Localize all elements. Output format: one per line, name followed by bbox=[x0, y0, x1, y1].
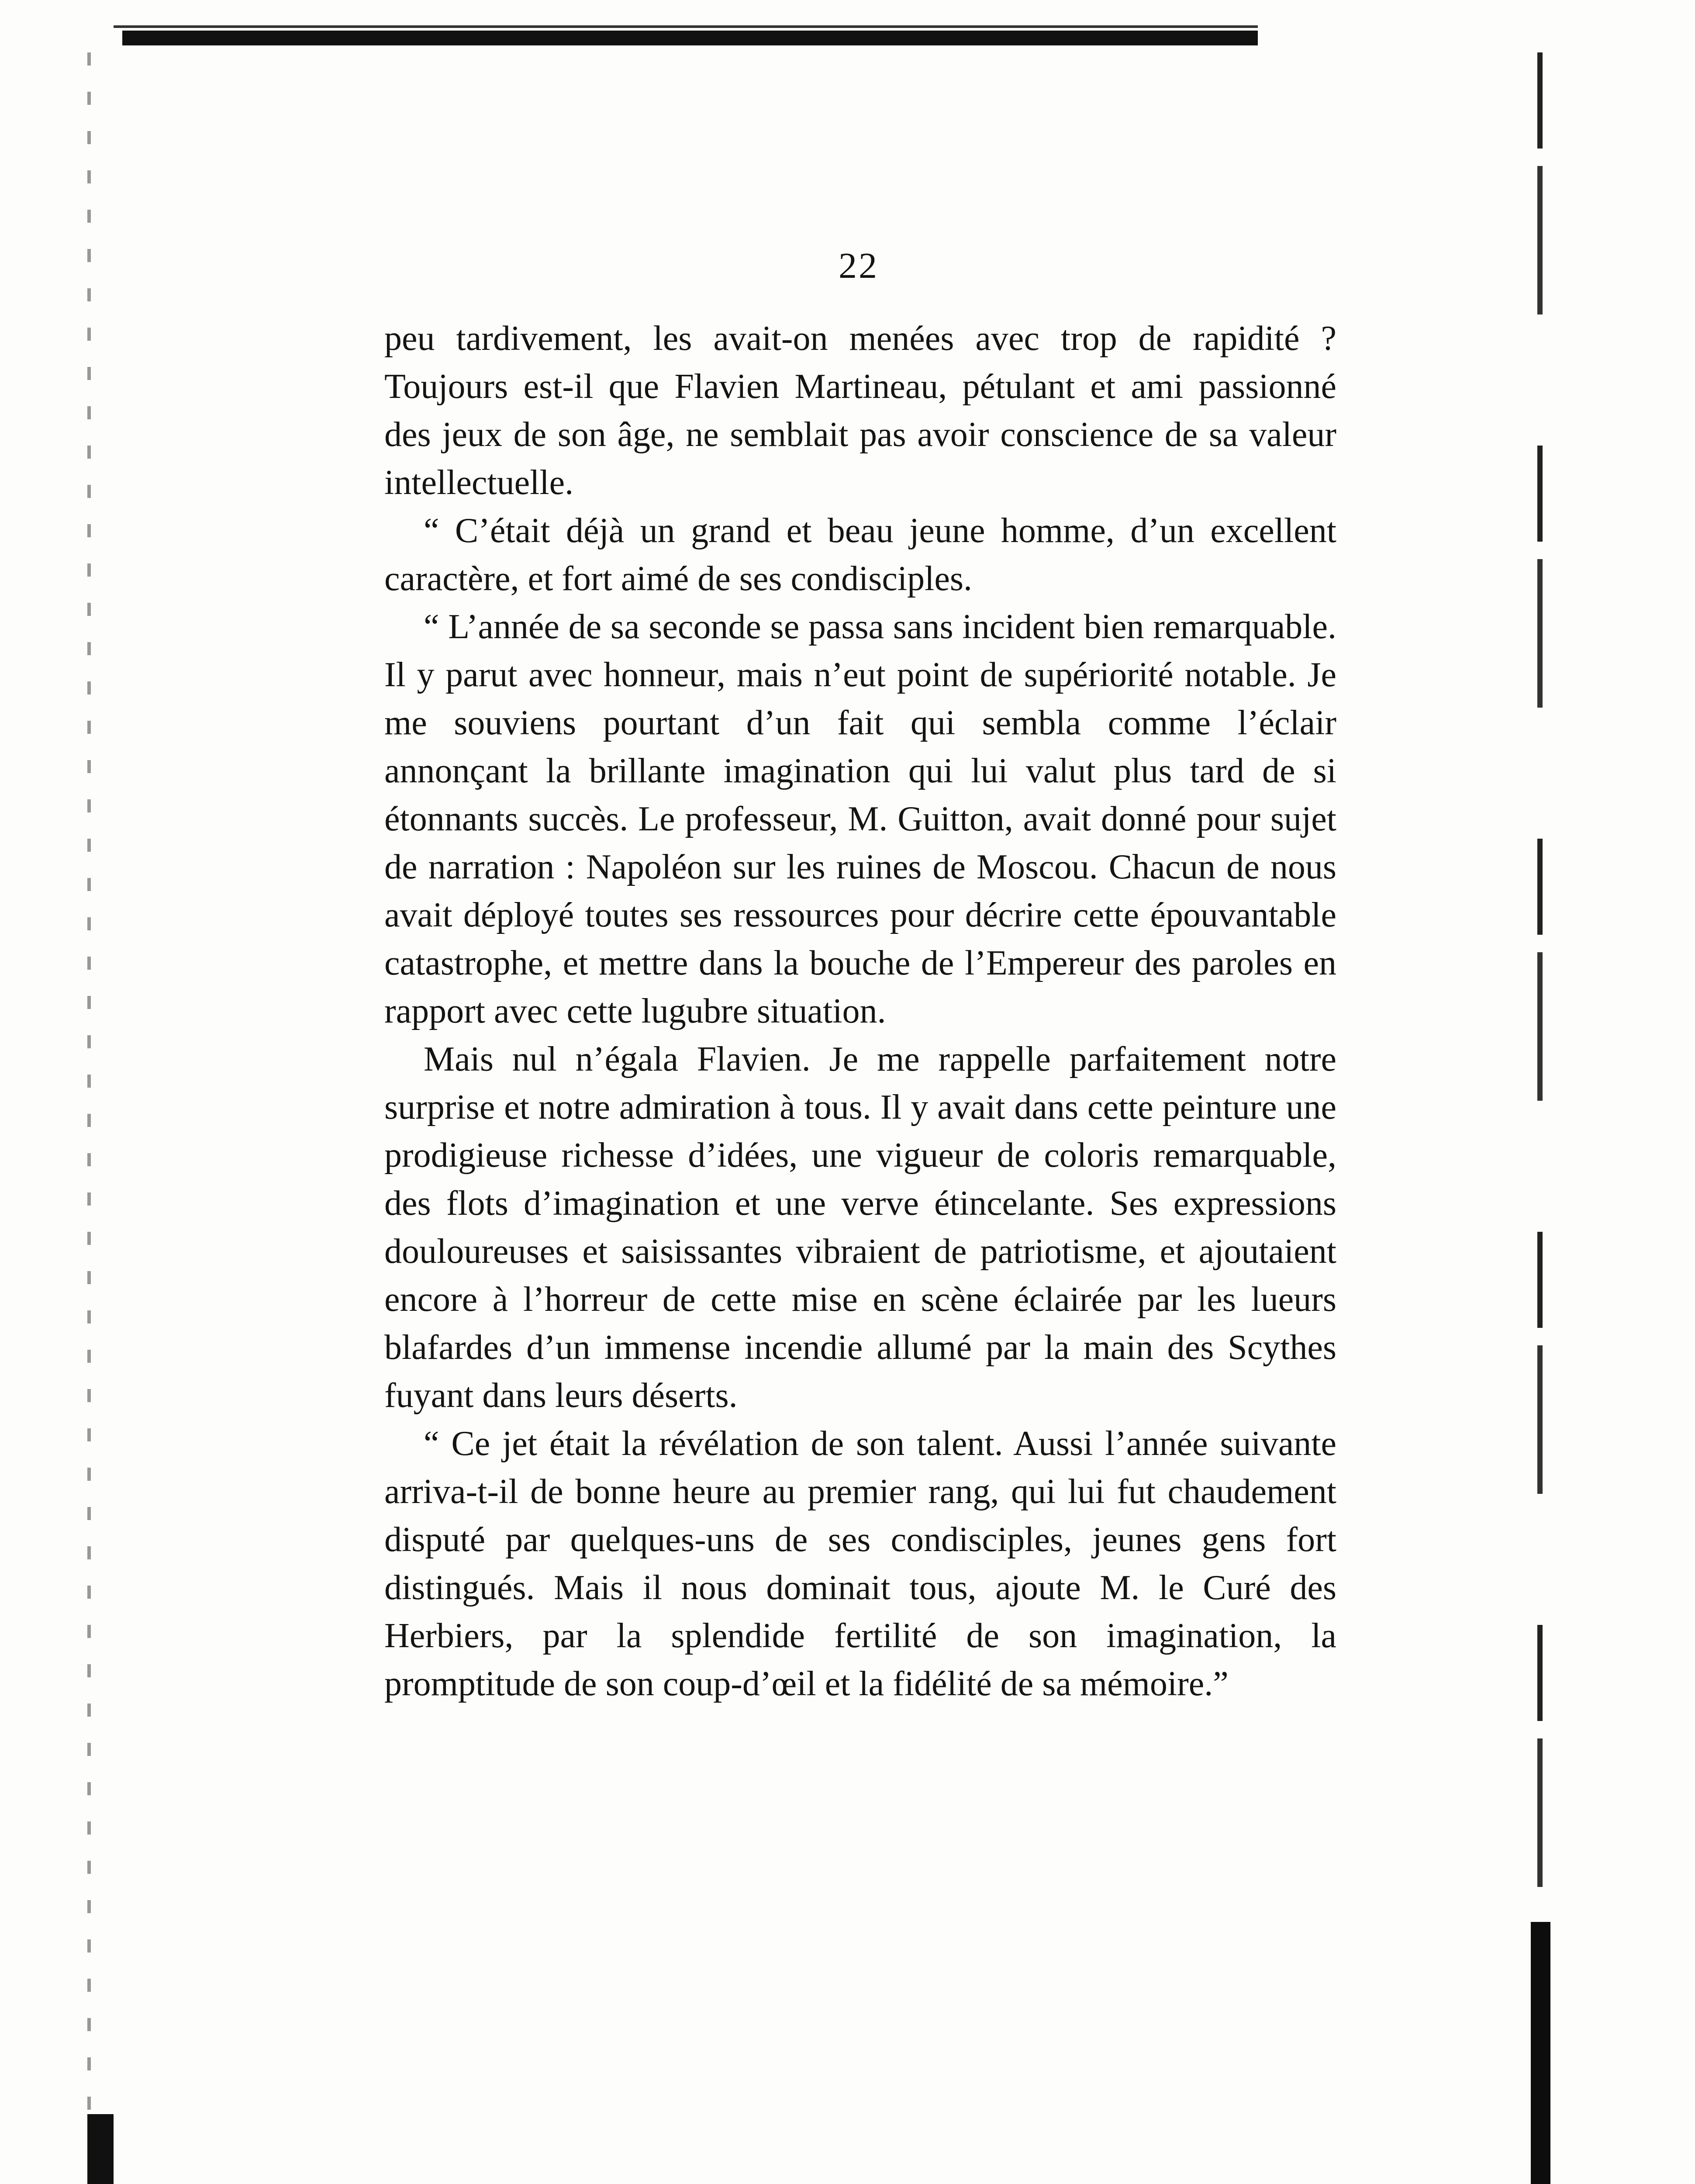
paragraph: “ Ce jet était la révélation de son talent. Aussi l’année suivante arriva-t-il de bonne heure au premier rang, qui lui fut chaudement disputé par quelques-uns de ses condisciples, jeunes gens fort distingués. Mais il nous dominait tous, ajoute M. le Curé des Herbiers, par la splendide fertilité de son imagination, la promptitude de son coup-d’œil et la fidélité de sa mémoire.” bbox=[384, 1424, 1336, 1703]
right-bottom-scan-mark bbox=[1531, 1922, 1550, 2184]
paragraph: “ L’année de sa seconde se passa sans incident bien remarquable. Il y parut avec honneur, mais n’eut point de supériorité notable. Je me souviens pourtant d’un fait qui sembla comme l’éclair annonçant la brillante imagination qui lui valut plus tard de si étonnants succès. Le professeur, M. Guitton, avait donné pour sujet de narration : Napoléon sur les ruines de Moscou. Chacun de nous avait déployé toutes ses ressources pour décrire cette épouvantable catastrophe, et mettre dans la bouche de l’Empereur des paroles en rapport avec cette lugubre situation. bbox=[384, 608, 1336, 1030]
page-number: 22 bbox=[839, 245, 879, 286]
body-text bbox=[384, 314, 1336, 1708]
top-scan-border bbox=[122, 31, 1258, 45]
paragraph: peu tardivement, les avait-on menées avec trop de rapidité ? Toujours est-il que Flavien Martineau, pétulant et ami passionné des jeux de son âge, ne semblait pas avoir conscience de sa valeur intellectuelle. bbox=[384, 319, 1336, 502]
top-scan-line bbox=[114, 25, 1258, 28]
left-scan-edge bbox=[87, 52, 91, 2184]
paragraph: Mais nul n’égala Flavien. Je me rappelle parfaitement notre surprise et notre admiration à tous. Il y avait dans cette peinture une prodigieuse richesse d’idées, une vigueur de coloris remarquable, des flots d’imagination et une verve étincelante. Ses expressions douloureuses et saisissantes vibraient de patriotisme, et ajoutaient encore à l’horreur de cette mise en scène éclairée par les lueurs blafardes d’un immense incendie allumé par la main des Scythes fuyant dans leurs déserts. bbox=[384, 1040, 1336, 1415]
left-bottom-scan-mark bbox=[87, 2114, 114, 2184]
right-scan-edge bbox=[1537, 52, 1543, 2184]
paragraph: “ C’était déjà un grand et beau jeune homme, d’un excellent caractère, et fort aimé de ses condisciples. bbox=[384, 511, 1336, 598]
